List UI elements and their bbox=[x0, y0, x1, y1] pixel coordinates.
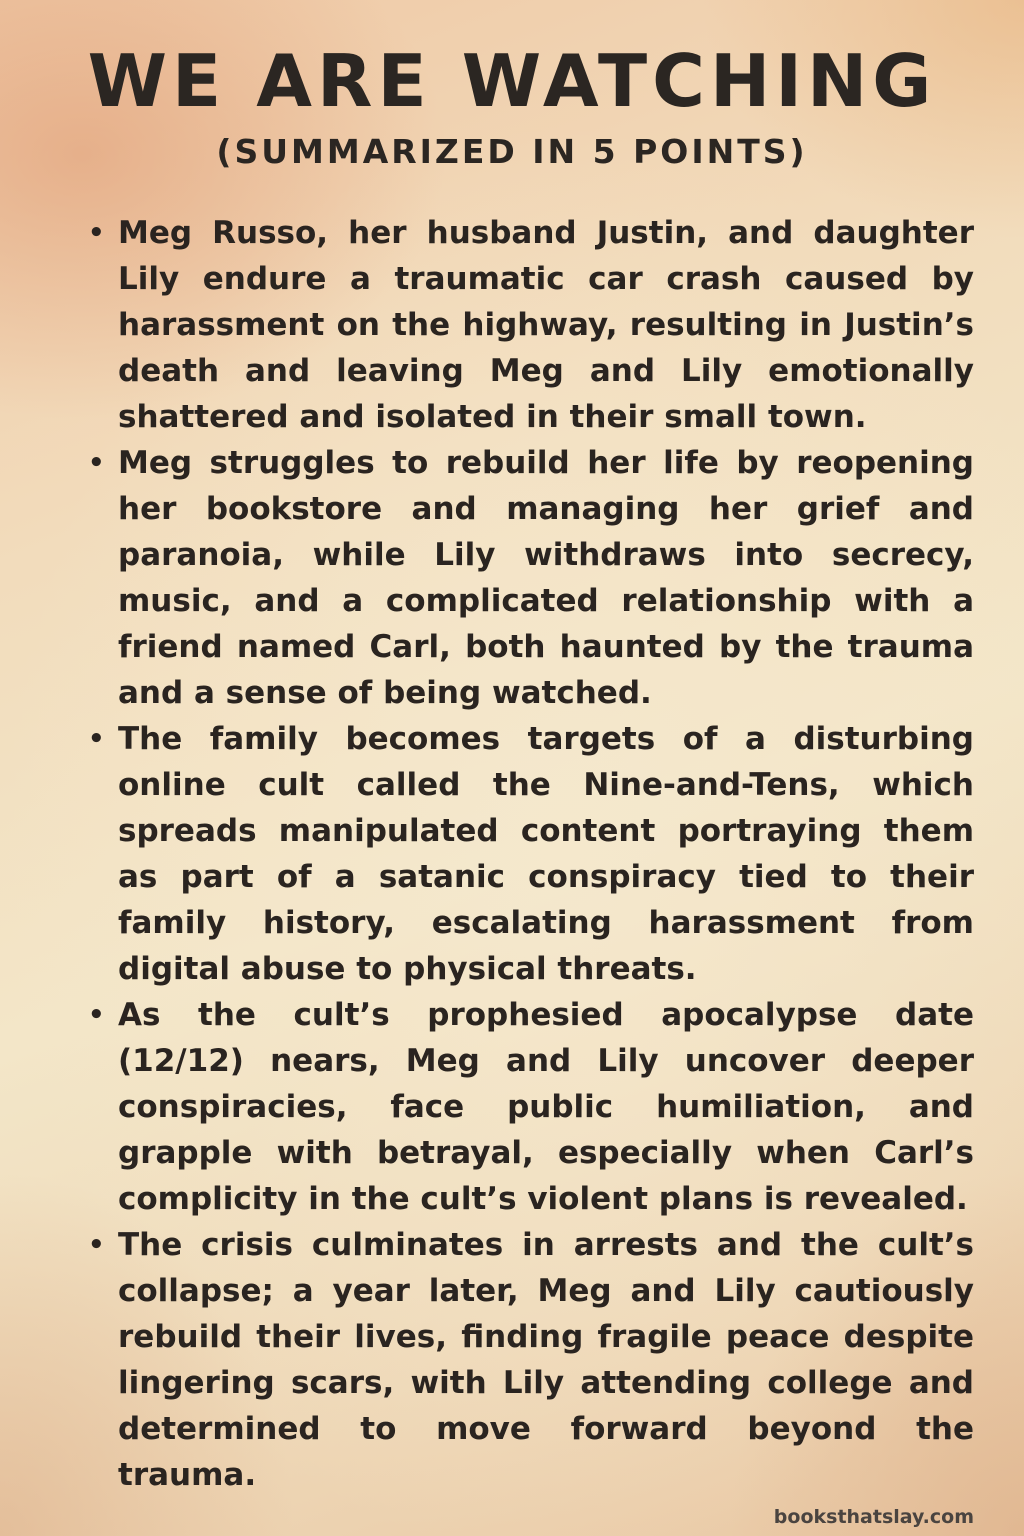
bullet-icon: • bbox=[88, 448, 105, 478]
summary-point-3 bbox=[88, 716, 974, 992]
summary-point-4 bbox=[88, 992, 974, 1222]
bullet-icon: • bbox=[88, 1000, 105, 1030]
bullet-icon: • bbox=[88, 218, 105, 248]
summary-point-text: Meg Russo, her husband Justin, and daughter Lily endure a traumatic car crash caused by harassment on the highway, resulting in Justin’s death and leaving Meg and Lily emotionally shattered and isolated in their small town. bbox=[118, 215, 974, 435]
bullet-icon: • bbox=[88, 724, 105, 754]
summary-point-5 bbox=[88, 1222, 974, 1498]
summary-point-text: The family becomes targets of a disturbing online cult called the Nine-and-Tens, which spreads manipulated content portraying them as part of a satanic conspiracy tied to their family history, escalating harassment from digital abuse to physical threats. bbox=[118, 721, 974, 987]
page-title: WE ARE WATCHING bbox=[87, 39, 937, 123]
summary-point-text: As the cult’s prophesied apocalypse date (12/12) nears, Meg and Lily uncover deeper conspiracies, face public humiliation, and grapple with betrayal, especially when Carl’s complicity in the cult’s violent plans is revealed. bbox=[118, 997, 974, 1217]
page-subtitle: (SUMMARIZED IN 5 POINTS) bbox=[216, 132, 808, 171]
summary-point-1 bbox=[88, 210, 974, 440]
summary-list bbox=[88, 210, 974, 1498]
bullet-icon: • bbox=[88, 1230, 105, 1260]
summary-point-2 bbox=[88, 440, 974, 716]
site-credit: booksthatslay.com bbox=[773, 1506, 974, 1528]
summary-point-text: Meg struggles to rebuild her life by reopening her bookstore and managing her grief and paranoia, while Lily withdraws into secrecy, music, and a complicated relationship with a friend named Carl, both haunted by the trauma and a sense of being watched. bbox=[118, 445, 974, 711]
summary-point-text: The crisis culminates in arrests and the cult’s collapse; a year later, Meg and Lily cautiously rebuild their lives, finding fragile peace despite lingering scars, with Lily attending college and determined to move forward beyond the trauma. bbox=[118, 1227, 974, 1493]
